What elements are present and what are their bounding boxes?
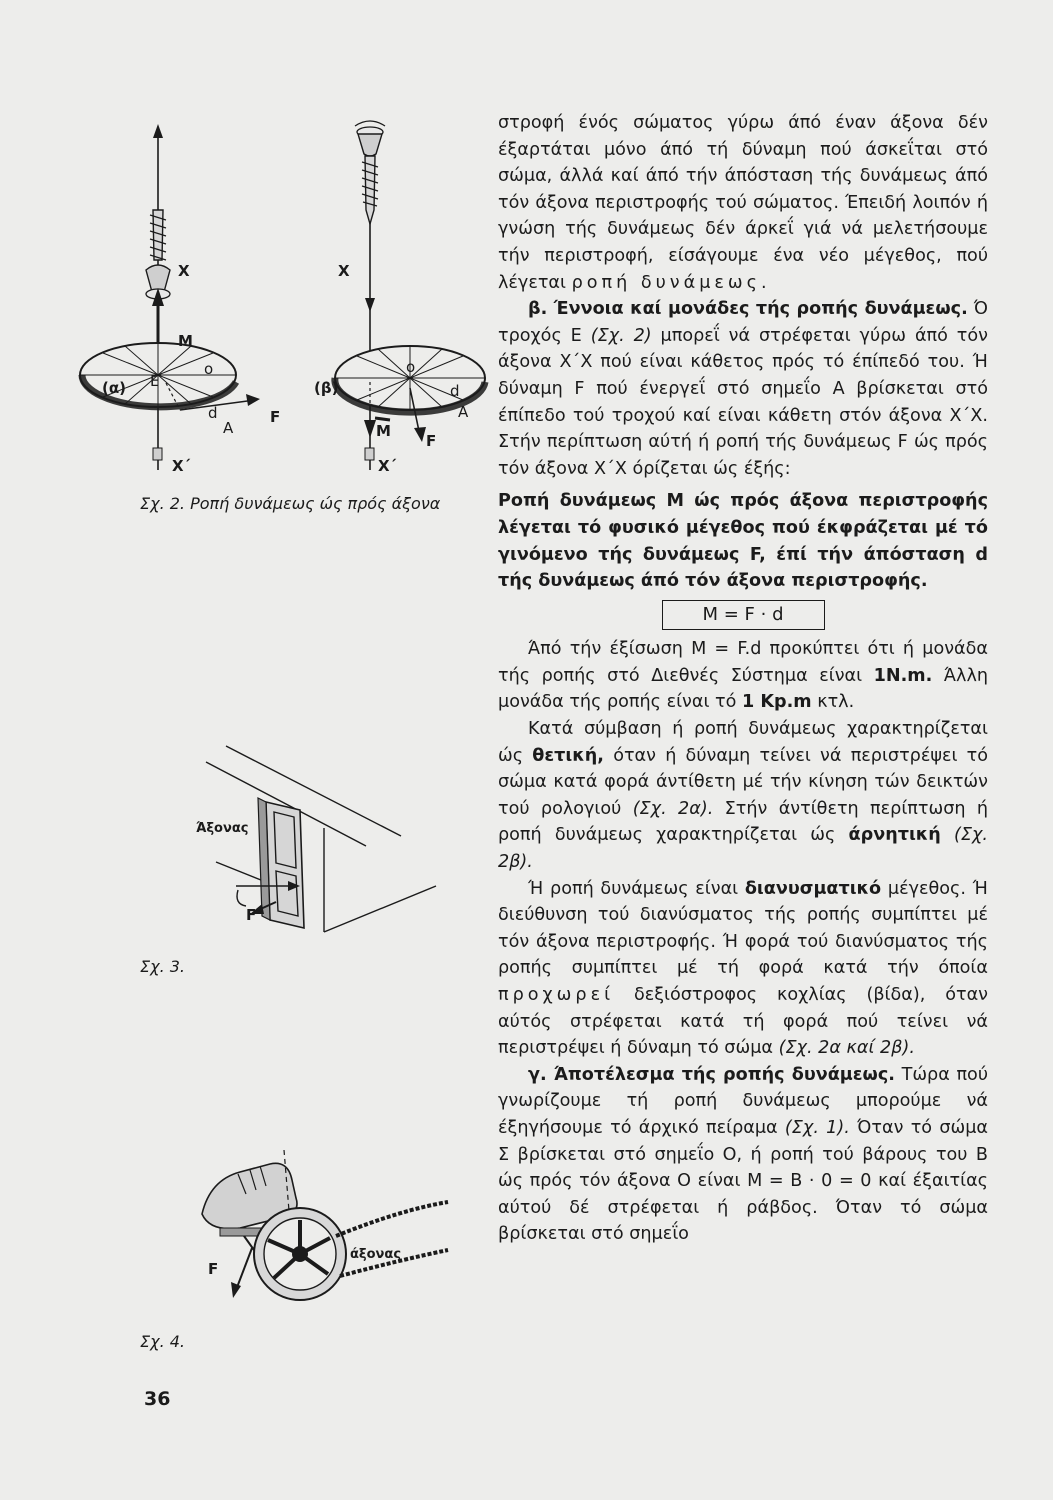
section-c: γ. Άποτέλεσμα τής ροπής δυνάμεως. Τώρα πού γνωρίζουμε τή ροπή δυνάμεως μπορούμε νά έξηγήσουμε τό άρχικό πείραμα (Σχ. 1). Όταν τό σώμα Σ βρίσκεται στό σημεΐο Ο, ή ροπή τού βάρους του Β ώς πρός τόν άξονα Ο είναι Μ = Β · 0 = 0 καί έξαιτίας αύτού δέ στρέφεται ή ράβδος. Όταν τό σώμα βρίσκεται στό σημεΐο <box>498 1064 989 1245</box>
label-f-alpha: F <box>270 408 281 426</box>
definition-moment: Ροπή δυνάμεως Μ ώς πρός άξονα περιστροφής λέγεται τό φυσικό μέγεθος πού έκφράζεται μέ τό γινόμενο τής δυνάμεως F, έπί τήν άπόσταση d τής δυνάμεως άπό τόν άξονα περιστροφής. <box>498 491 988 592</box>
label-x-beta: X <box>338 262 350 280</box>
paragraph-vector: Ή ροπή δυνάμεως είναι διανυσματικό μέγεθος. Ή διεύθυνση τού διανύσματος τής ροπής συμπίπτει μέ τόν άξονα περιστροφής. Ή φορά τού διανύσματος τής ροπής συμπίπτει μέ τή φορά κατά τήν όποία προχωρεί δεξιόστροφος κοχλίας (βίδα), όταν αύτός στρέφεται κατά τή φορά πού τείνει νά περιστρέψει ή δύναμη τό σώμα (Σχ. 2α καί 2β). <box>498 878 988 1059</box>
label-o-alpha: o <box>204 360 214 378</box>
label-beta: (β) <box>314 379 339 397</box>
section-b: β. Έννοια καί μονάδες τής ροπής δυνάμεως. Ό τροχός Ε (Σχ. 2) μπορεΐ νά στρέφεται γύρω άπό τόν άξονα Χ΄Χ πού είναι κάθετος πρός τό έπίπεδό του. Ή δύναμη F πού ένεργεΐ στό σημεΐο Α βρίσκεται στό έπίπεδο τού τροχού καί είναι κάθετη στόν άξονα Χ΄Χ. Στήν περίπτωση αύτή ή ροπή τής δυνάμεως F ώς πρός τόν άξονα Χ΄Χ όρίζεται ώς έξής: <box>498 299 988 479</box>
figure-3 <box>196 736 446 946</box>
axis-arrowhead-beta <box>365 298 375 312</box>
force-arrowhead-pedal <box>231 1282 241 1298</box>
force-arrowhead-alpha <box>246 394 260 406</box>
caption-fig2: Σχ. 2. Ροπή δυνάμεως ώς πρός άξονα <box>140 494 441 513</box>
label-m-alpha: M <box>178 332 193 350</box>
label-e: E <box>150 372 160 390</box>
label-d-beta: d <box>450 382 460 400</box>
figure-4 <box>200 1150 460 1300</box>
paragraph-units: Άπό τήν έξίσωση Μ = F.d προκύπτει ότι ή μονάδα τής ροπής στό Διεθνές Σύστημα είναι 1N.m. Άλλη μονάδα τής ροπής είναι τό 1 Kp.m κτλ. <box>498 639 989 713</box>
label-a-alpha: A <box>223 419 234 437</box>
main-text-column <box>498 110 988 1248</box>
caption-fig4: Σχ. 4. <box>140 1332 186 1351</box>
label-x-alpha: X <box>178 262 190 280</box>
paragraph-intro: στροφή ένός σώματος γύρω άπό έναν άξονα δέν έξαρτάται μόνο άπό τή δύναμη πού άσκεΐται στό σώμα, άλλά καί άπό τήν άπόσταση τής δυνάμεως άπό τόν άξονα περιστροφής τού σώματος. Έπειδή λοιπόν ή γνώση τής δυνάμεως δέν άρκεΐ γιά νά μελετήσουμε τήν περιστροφή, είσάγουμε ένα νέο μέγεθος, πού λέγεται ροπή δυνάμεως. <box>498 113 988 293</box>
label-f-beta: F <box>426 432 437 450</box>
label-f-pedal: F <box>208 1260 219 1278</box>
label-x-prime-alpha: X΄ <box>172 457 191 475</box>
label-x-prime-beta: X΄ <box>378 457 397 475</box>
moment-arrowhead-beta <box>364 420 376 438</box>
label-alpha: (α) <box>102 379 127 397</box>
label-o-beta: o <box>406 358 416 376</box>
label-m-beta: M <box>376 422 391 440</box>
label-axis-door: Άξονας <box>196 821 249 836</box>
door-icon <box>258 798 304 928</box>
label-axis-pedal: άξονας <box>350 1247 402 1262</box>
screw-alpha-icon <box>146 210 170 299</box>
formula-box: M = F · d <box>662 600 825 631</box>
caption-fig3: Σχ. 3. <box>140 957 186 976</box>
label-f-door: F <box>246 906 257 924</box>
label-d-alpha: d <box>208 404 218 422</box>
figure-2 <box>102 120 469 480</box>
page-number: 36 <box>144 1388 171 1410</box>
label-a-beta: A <box>458 403 469 421</box>
paragraph-sign-convention: Κατά σύμβαση ή ροπή δυνάμεως χαρακτηρίζεται ώς θετική, όταν ή δύναμη τείνει νά περιστρέψει τό σώμα κατά φορά άντίθετη μέ τήν κίνηση τών δεικτών τού ρολογιού (Σχ. 2α). Στήν άντίθετη περίπτωση ή ροπή δυνάμεως χαρακτηρίζεται ώς άρνητική (Σχ. 2β). <box>498 719 989 873</box>
force-arrowhead-beta <box>414 427 426 442</box>
axis-arrowhead-alpha <box>153 124 163 138</box>
screw-beta-icon <box>355 121 385 224</box>
